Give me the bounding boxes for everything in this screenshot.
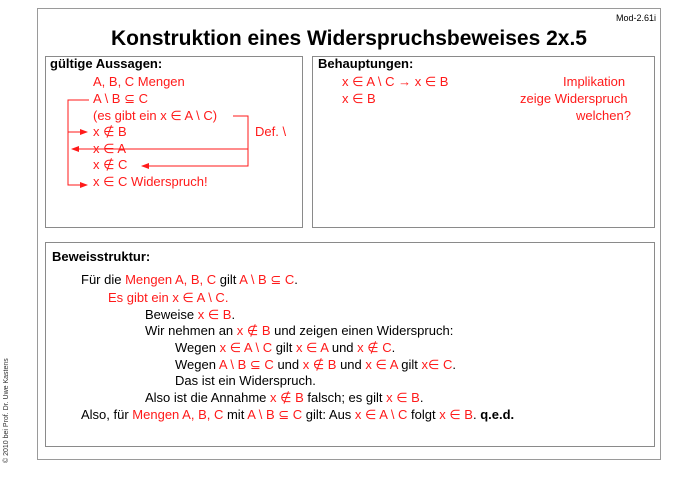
proof-text: und (328, 340, 358, 355)
proof-text: Wegen (175, 357, 219, 372)
qed-label: q.e.d. (480, 407, 515, 422)
proof-term: A \ B ⊆ C (218, 357, 274, 372)
proof-text: Wir nehmen an (145, 323, 237, 338)
proof-text: Also ist die Annahme (145, 390, 271, 405)
claims-heading: Behauptungen: (318, 56, 414, 71)
proof-term: Mengen A, B, C (132, 407, 224, 422)
valid-line-2: A \ B ⊆ C (93, 91, 148, 106)
proof-line-8 (145, 390, 423, 406)
proof-line-2 (108, 290, 228, 306)
proof-term: x ∈ A \ C (219, 340, 273, 355)
proof-text: folgt (407, 407, 440, 422)
claim-note-2: zeige Widerspruch (520, 91, 628, 106)
def-label: Def. \ (255, 124, 287, 139)
proof-line-6 (175, 357, 456, 373)
proof-text: . (472, 407, 481, 422)
proof-text: Für die (81, 272, 126, 287)
proof-line-9 (81, 407, 514, 423)
proof-term: Mengen A, B, C (125, 272, 217, 287)
proof-term: x ∈ A \ C (354, 407, 408, 422)
proof-text: Wegen (175, 340, 220, 355)
bracket-a-minus-b (68, 100, 89, 185)
proof-text: . (231, 307, 236, 322)
proof-term: A \ B ⊆ C (247, 407, 303, 422)
valid-line-7: x ∈ C Widerspruch! (93, 174, 208, 189)
valid-line-1: A, B, C Mengen (93, 74, 185, 89)
proof-text: falsch; es gilt (303, 390, 387, 405)
proof-text: und (336, 357, 366, 372)
page-title: Konstruktion eines Widerspruchsbeweises 2x.5 (111, 27, 587, 50)
proof-text: . (391, 340, 396, 355)
claim-line-2: x ∈ B (342, 91, 376, 106)
proof-text: und (273, 357, 303, 372)
proof-text: Beweise (145, 307, 198, 322)
proof-text: . (294, 272, 298, 287)
proof-line-4 (145, 323, 453, 339)
proof-term: x ∈ A (295, 340, 329, 355)
proof-term: x ∉ B (302, 357, 337, 372)
proof-term: x ∉ C (357, 340, 392, 355)
proof-term: x ∉ B (270, 390, 304, 405)
proof-text: mit (223, 407, 248, 422)
claim-line-1: x ∈ A \ C → x ∈ B (342, 74, 449, 89)
proof-line-7 (175, 373, 316, 388)
valid-line-5: x ∈ A (93, 141, 127, 156)
proof-heading: Beweisstruktur: (52, 249, 151, 264)
proof-term: x ∈ B (386, 390, 420, 405)
valid-line-4: x ∉ B (93, 124, 127, 139)
proof-text: und zeigen einen Widerspruch: (270, 323, 454, 338)
proof-text: gilt (216, 272, 240, 287)
proof-term: x ∈ A (365, 357, 398, 372)
proof-text: gilt (397, 357, 422, 372)
proof-term: x ∈ B (439, 407, 473, 422)
proof-term: Es gibt ein x ∈ A \ C. (108, 290, 229, 305)
proof-line-3 (145, 307, 235, 323)
bracket-exists-x (142, 116, 248, 166)
valid-line-3: (es gibt ein x ∈ A \ C) (93, 108, 218, 123)
proof-line-1 (81, 272, 298, 288)
valid-statements-heading: gültige Aussagen: (50, 56, 163, 71)
slide-id: Mod-2.61i (615, 13, 656, 23)
proof-text: Also, für (81, 407, 133, 422)
proof-term: x ∉ B (236, 323, 271, 338)
proof-text: . (452, 357, 456, 372)
proof-line-5 (175, 340, 395, 356)
claim-note-3: welchen? (576, 108, 631, 123)
proof-text: Das ist ein Widerspruch. (175, 373, 316, 388)
proof-text: . (419, 390, 424, 405)
valid-line-6: x ∉ C (93, 157, 128, 172)
proof-text: gilt (272, 340, 296, 355)
proof-term: x ∈ B (197, 307, 232, 322)
proof-term: x∈ C (421, 357, 453, 372)
proof-text: gilt: Aus (302, 407, 355, 422)
copyright-note: © 2010 bei Prof. Dr. Uwe Kastens (3, 358, 10, 463)
proof-term: A \ B ⊆ C (239, 272, 295, 287)
claim-note-1: Implikation (563, 74, 626, 89)
